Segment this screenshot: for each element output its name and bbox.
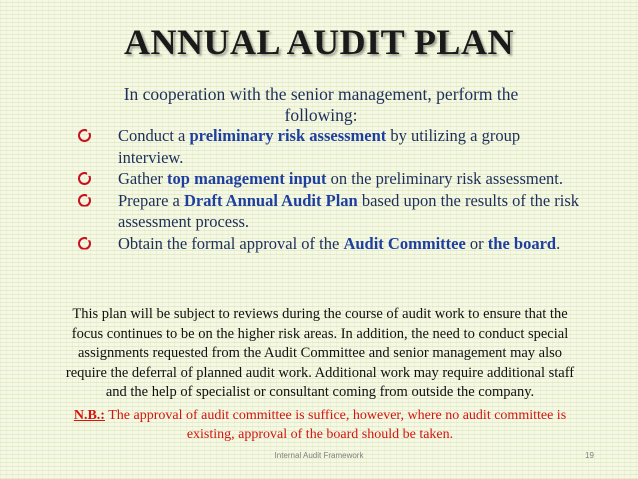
footer-text: Internal Audit Framework	[274, 451, 364, 460]
nb-label: N.B.:	[73, 408, 105, 423]
intro-text: In cooperation with the senior management, perform the following:	[123, 84, 519, 125]
hollow-circle-bullet-icon	[78, 129, 91, 142]
bullet-text: Gather top management input on the preliminary risk assessment.	[118, 169, 564, 188]
bullet-list	[78, 125, 583, 254]
slide-title: ANNUAL AUDIT PLAN	[124, 22, 514, 62]
bullet-text: Prepare a Draft Annual Audit Plan based upon the results of the risk assessment process.	[118, 190, 580, 231]
bullet-text: Conduct a preliminary risk assessment by utilizing a group interview.	[118, 126, 521, 167]
hollow-circle-bullet-icon	[78, 172, 91, 185]
bullet-item	[78, 233, 583, 255]
body-paragraph: This plan will be subject to reviews during the course of audit work to ensure that the focus continues to be on the higher risk areas. In addition, the need to conduct special assignments requested from the Audit Committee and senior management may also require the deferral of planned audit work. Additional work may require additional staff and the help of specialist or consultant coming from outside the company.	[65, 306, 575, 401]
page-number: 19	[585, 451, 594, 460]
hollow-circle-bullet-icon	[78, 237, 91, 250]
nb-text: The approval of audit committee is suffice, however, where no audit committee is existing, approval of the board should be taken.	[104, 408, 567, 442]
nb-note	[64, 407, 576, 444]
bullet-item	[78, 168, 583, 190]
bullet-item	[78, 190, 583, 233]
hollow-circle-bullet-icon	[78, 194, 91, 207]
bullet-text: Obtain the formal approval of the Audit Committee or the board.	[118, 233, 561, 253]
bullet-item	[78, 125, 583, 168]
